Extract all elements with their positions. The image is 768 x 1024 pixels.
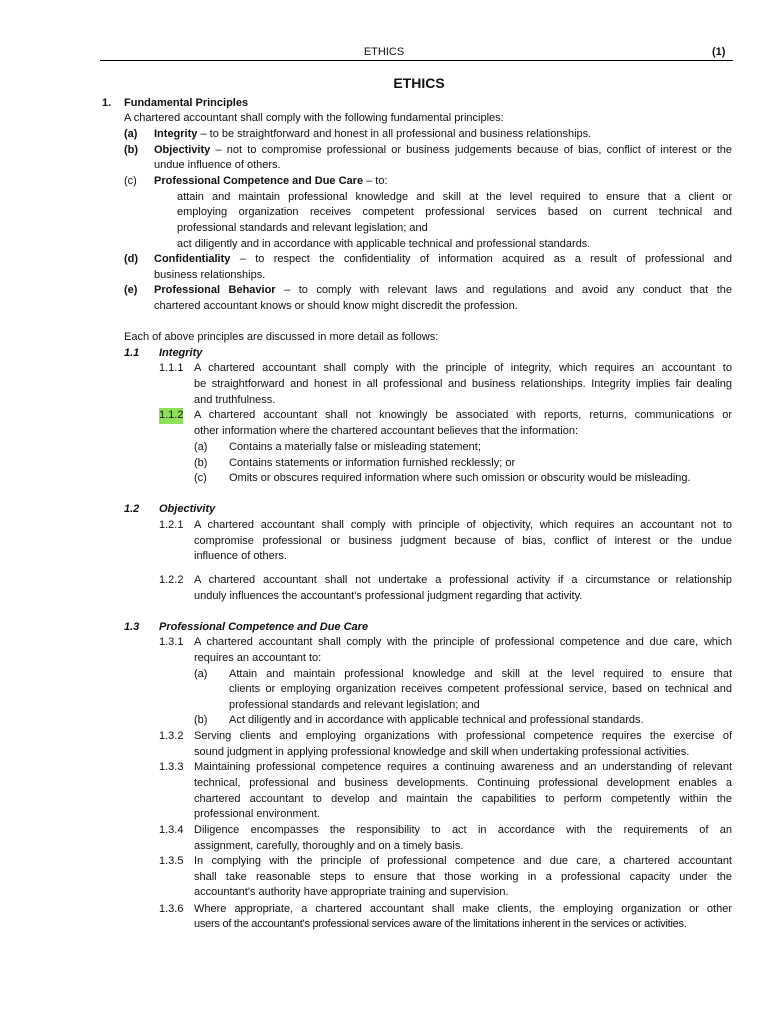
section-intro: A chartered accountant shall comply with the following fundamental principles: (124, 112, 504, 124)
subsection-heading: Professional Competence and Due Care (159, 621, 369, 633)
principle-label: (e) (124, 284, 138, 296)
para-line: compromise professional or business judgment because of bias, conflict of interest or the undue (194, 535, 732, 547)
para-line: requires an accountant to: (194, 652, 322, 664)
subsection-number: 1.3 (124, 621, 140, 633)
competence-line: act diligently and in accordance with applicable technical and professional standards. (177, 238, 591, 250)
principle-confidentiality: Confidentiality – to respect the confidentiality of information acquired as a result of professional and (154, 253, 732, 265)
principle-label: (a) (124, 128, 138, 140)
list-item: Attain and maintain professional knowledge and skill at the level required to ensure that (229, 668, 732, 680)
subsection-number: 1.1 (124, 347, 140, 359)
para-line: users of the accountant's professional services aware of the limitations inherent in the services or activities. (194, 918, 687, 930)
para-line: Serving clients and employing organizations with professional competence requires the exercise of (194, 730, 732, 742)
para-number: 1.3.2 (159, 730, 184, 742)
list-label: (a) (194, 668, 208, 680)
principle-behavior: Professional Behavior – to comply with relevant laws and regulations and avoid any conduct that the (154, 284, 732, 296)
para-line: professional environment. (194, 808, 320, 820)
principle-objectivity: Objectivity – not to compromise professional or business judgements because of bias, conflict of interest or the (154, 144, 732, 156)
para-line: A chartered accountant shall comply with the principle of integrity, which requires an accountant to (194, 362, 732, 374)
running-header-title: ETHICS (363, 46, 405, 58)
para-line: assignment, carefully, thoroughly and on a timely basis. (194, 840, 464, 852)
competence-line: professional standards and relevant legislation; and (177, 222, 428, 234)
para-line: and truthfulness. (194, 394, 276, 406)
list-item: professional standards and relevant legislation; and (229, 699, 480, 711)
list-item: clients or employing organization receives competent professional service, based on technical and (229, 683, 732, 695)
para-line: Maintaining professional competence requires a continuing awareness and an understanding of relevant (194, 761, 732, 773)
para-line: unduly influences the accountant's professional judgment regarding that activity. (194, 590, 583, 602)
principle-behavior-cont: chartered accountant knows or should know might discredit the profession. (154, 300, 518, 312)
para-number-highlighted: 1.1.2 (159, 408, 183, 424)
para-line: sound judgment in applying professional knowledge and skill when undertaking professional activities. (194, 746, 690, 758)
list-label: (b) (194, 714, 208, 726)
list-item: Contains a materially false or misleading statement; (229, 441, 481, 453)
principle-objectivity-cont: undue influence of others. (154, 159, 281, 171)
subsection-heading: Integrity (159, 347, 203, 359)
competence-line: employing organization receives competent professional services based on current technical and (177, 206, 732, 218)
para-line: influence of others. (194, 550, 287, 562)
para-line: accountant's authority have appropriate training and supervision. (194, 886, 509, 898)
para-line: In complying with the principle of professional competence and due care, a chartered accountant (194, 855, 732, 867)
page-number: (1) (712, 46, 726, 58)
para-number: 1.3.4 (159, 824, 184, 836)
discussed-intro: Each of above principles are discussed in more detail as follows: (124, 331, 439, 343)
para-number: 1.2.2 (159, 574, 184, 586)
list-label: (a) (194, 441, 208, 453)
para-line: other information where the chartered accountant believes that the information: (194, 425, 579, 437)
para-line: A chartered accountant shall comply with principle of objectivity, which requires an accountant not to (194, 519, 732, 531)
para-line: Where appropriate, a chartered accountant shall make clients, the employing organization or other (194, 903, 732, 915)
para-line: A chartered accountant shall not knowingly be associated with reports, returns, communications or (194, 409, 732, 421)
principle-integrity: Integrity – to be straightforward and honest in all professional and business relationships. (154, 128, 592, 140)
para-number: 1.3.1 (159, 636, 184, 648)
para-line: A chartered accountant shall comply with the principle of professional competence and due care, which (194, 636, 732, 648)
para-line: chartered accountant to develop and maintain the capabilities to perform competently within the (194, 793, 732, 805)
header-rule (100, 60, 733, 61)
principle-confidentiality-cont: business relationships. (154, 269, 266, 281)
para-number: 1.3.6 (159, 903, 184, 915)
section-heading: Fundamental Principles (124, 97, 249, 109)
principle-label: (b) (124, 144, 139, 156)
para-line: A chartered accountant shall not undertake a professional activity if a circumstance or relationship (194, 574, 732, 586)
list-item: Contains statements or information furnished recklessly; or (229, 457, 516, 469)
principle-label: (d) (124, 253, 139, 265)
para-number: 1.1.1 (159, 362, 184, 374)
para-line: technical, professional and business developments. Continuing professional development enables a (194, 777, 732, 789)
section-number: 1. (102, 97, 112, 109)
para-number: 1.3.3 (159, 761, 184, 773)
para-number: 1.2.1 (159, 519, 184, 531)
list-item: Act diligently and in accordance with applicable technical and professional standards. (229, 714, 644, 726)
para-line: shall take reasonable steps to ensure that those working in a professional capacity under the (194, 871, 732, 883)
principle-competence: Professional Competence and Due Care – to: (154, 175, 388, 187)
para-number: 1.3.5 (159, 855, 184, 867)
page-title: ETHICS (393, 75, 445, 91)
competence-line: attain and maintain professional knowledge and skill at the level required to ensure that a client or (177, 191, 732, 203)
principle-label: (c) (124, 175, 137, 187)
list-label: (c) (194, 472, 207, 484)
subsection-heading: Objectivity (159, 503, 216, 515)
para-line: be straightforward and honest in all professional and business relationships. Integrity implies fair dealing (194, 378, 732, 390)
subsection-number: 1.2 (124, 503, 140, 515)
list-item: Omits or obscures required information where such omission or obscurity would be misleading. (229, 472, 691, 484)
list-label: (b) (194, 457, 208, 469)
para-line: Diligence encompasses the responsibility to act in accordance with the requirements of an (194, 824, 732, 836)
